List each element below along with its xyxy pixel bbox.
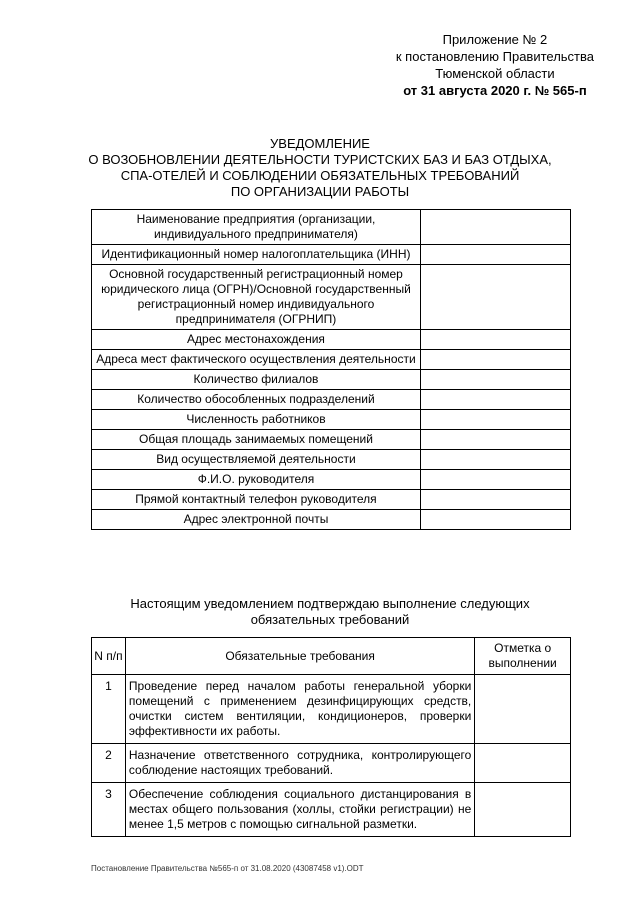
info-row — [92, 350, 571, 370]
footer-note: Постановление Правительства №565-п от 31.08.2020 (43087458 v1).ODT — [91, 864, 364, 873]
appendix-date-line: от 31 августа 2020 г. № 565-п — [403, 83, 587, 98]
info-label: Вид осуществляемой деятельности — [92, 450, 421, 470]
header-requirements: Обязательные требования — [125, 638, 474, 675]
info-value-field[interactable] — [420, 330, 570, 350]
requirement-mark-field[interactable] — [475, 744, 571, 783]
info-value-field[interactable] — [420, 430, 570, 450]
info-label: Количество обособленных подразделений — [92, 390, 421, 410]
info-value-field[interactable] — [420, 450, 570, 470]
info-row — [92, 390, 571, 410]
info-label: Прямой контактный телефон руководителя — [92, 490, 421, 510]
appendix-line: Приложение № 2 — [442, 32, 548, 47]
info-label: Общая площадь занимаемых помещений — [92, 430, 421, 450]
info-row — [92, 510, 571, 530]
title-line: ПО ОРГАНИЗАЦИИ РАБОТЫ — [230, 184, 410, 199]
confirmation-line: обязательных требований — [250, 612, 410, 627]
header-num: N п/п — [92, 638, 126, 675]
requirement-row — [92, 783, 571, 837]
info-value-field[interactable] — [420, 245, 570, 265]
document-title — [60, 136, 580, 200]
requirement-mark-field[interactable] — [475, 783, 571, 837]
title-line: УВЕДОМЛЕНИЕ — [270, 136, 370, 151]
appendix-header — [396, 31, 594, 99]
requirements-header-row — [92, 638, 571, 675]
appendix-line: к постановлению Правительства — [395, 49, 594, 64]
info-label: Основной государственный регистрационный номер юридического лица (ОГРН)/Основной государственный регистрационный номер индивидуального предпринимателя (ОГРНИП) — [92, 265, 421, 330]
info-value-field[interactable] — [420, 265, 570, 330]
requirement-text: Проведение перед началом работы генеральной уборки помещений с применением дезинфицирующих средств, очистки систем вентиляции, кондиционеров, проверки эффективности их работы. — [125, 675, 474, 744]
info-row — [92, 430, 571, 450]
info-row — [92, 450, 571, 470]
info-row — [92, 265, 571, 330]
info-value-field[interactable] — [420, 510, 570, 530]
info-value-field[interactable] — [420, 350, 570, 370]
info-label: Ф.И.О. руководителя — [92, 470, 421, 490]
info-label: Адрес местонахождения — [92, 330, 421, 350]
info-row — [92, 210, 571, 245]
requirement-number: 3 — [92, 783, 126, 837]
info-value-field[interactable] — [420, 370, 570, 390]
info-label: Количество филиалов — [92, 370, 421, 390]
requirement-number: 1 — [92, 675, 126, 744]
requirements-table — [91, 637, 571, 837]
title-line: СПА-ОТЕЛЕЙ И СОБЛЮДЕНИИ ОБЯЗАТЕЛЬНЫХ ТРЕБОВАНИЙ — [120, 168, 520, 183]
info-value-field[interactable] — [420, 410, 570, 430]
organization-info-table — [91, 209, 571, 530]
info-value-field[interactable] — [420, 490, 570, 510]
requirement-number: 2 — [92, 744, 126, 783]
header-mark: Отметка о выполнении — [475, 638, 571, 675]
requirement-row — [92, 675, 571, 744]
info-label: Адреса мест фактического осуществления деятельности — [92, 350, 421, 370]
info-label: Численность работников — [92, 410, 421, 430]
info-value-field[interactable] — [420, 470, 570, 490]
info-label: Идентификационный номер налогоплательщика (ИНН) — [92, 245, 421, 265]
appendix-line: Тюменской области — [435, 66, 555, 81]
requirement-text: Обеспечение соблюдения социального дистанцирования в местах общего пользования (холлы, стойки регистрации) не менее 1,5 метров с помощью сигнальной разметки. — [125, 783, 474, 837]
info-row — [92, 245, 571, 265]
info-row — [92, 490, 571, 510]
confirmation-line: Настоящим уведомлением подтверждаю выполнение следующих — [130, 596, 530, 611]
info-value-field[interactable] — [420, 390, 570, 410]
requirement-text: Назначение ответственного сотрудника, контролирующего соблюдение настоящих требований. — [125, 744, 474, 783]
info-row — [92, 330, 571, 350]
info-label: Адрес электронной почты — [92, 510, 421, 530]
info-row — [92, 410, 571, 430]
requirement-row — [92, 744, 571, 783]
info-value-field[interactable] — [420, 210, 570, 245]
info-row — [92, 470, 571, 490]
info-row — [92, 370, 571, 390]
requirement-mark-field[interactable] — [475, 675, 571, 744]
title-line: О ВОЗОБНОВЛЕНИИ ДЕЯТЕЛЬНОСТИ ТУРИСТСКИХ БАЗ И БАЗ ОТДЫХА, — [88, 152, 552, 167]
confirmation-text — [110, 596, 550, 628]
info-label: Наименование предприятия (организации, индивидуального предпринимателя) — [92, 210, 421, 245]
